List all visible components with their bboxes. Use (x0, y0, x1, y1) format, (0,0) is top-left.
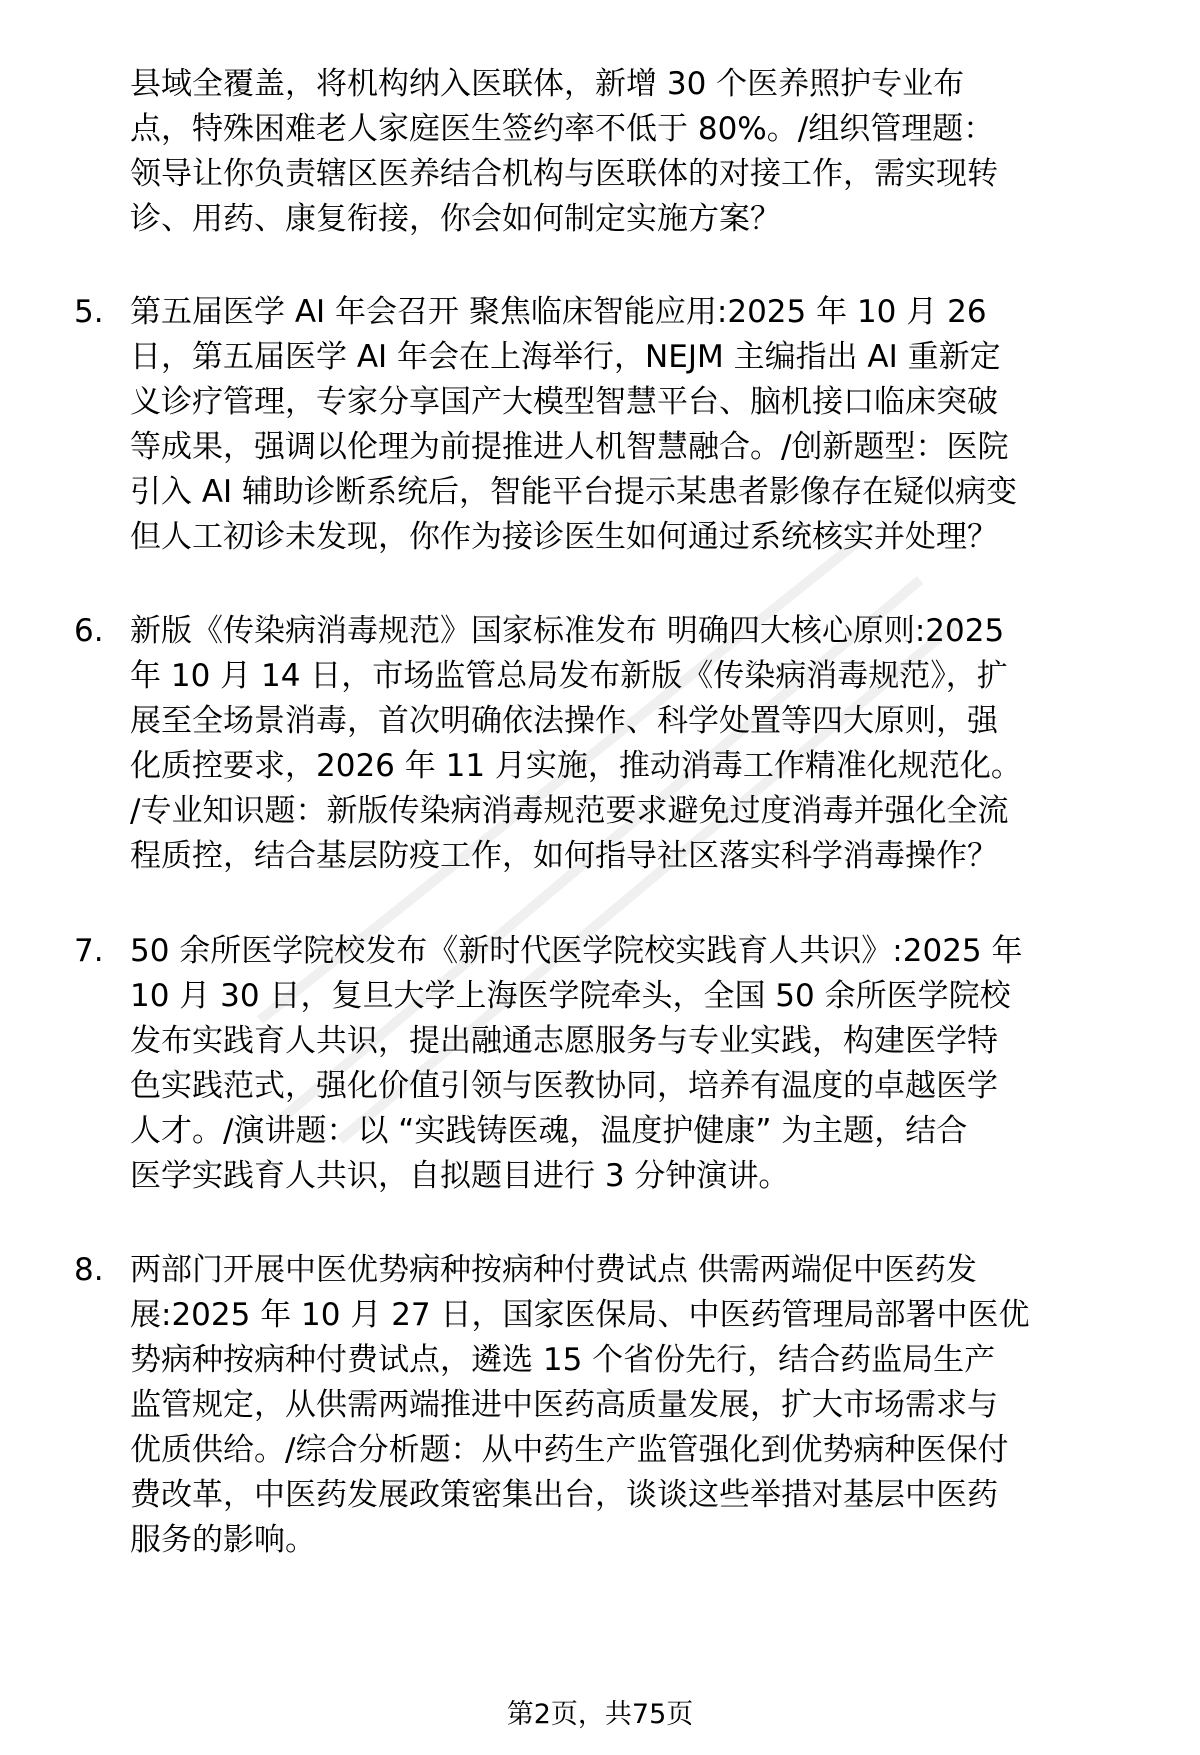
text-line: 发布实践育人共识，提出融通志愿服务与专业实践，构建医学特 (130, 1023, 998, 1059)
text-line: 优质供给。/综合分析题：从中药生产监管强化到优势病种医保付 (130, 1432, 1009, 1468)
text-line: 势病种按病种付费试点，遴选 15 个省份先行，结合药监局生产 (130, 1342, 996, 1378)
text-line: 但人工初诊未发现，你作为接诊医生如何通过系统核实并处理？ (130, 519, 998, 555)
text-line: 两部门开展中医优势病种按病种付费试点 供需两端促中医药发 (130, 1252, 977, 1288)
page-number-footer: 第2页，共75页 (506, 1699, 694, 1730)
text-line: 点，特殊困难老人家庭医生签约率不低于 80%。/组织管理题： (130, 111, 995, 147)
text-line: 日，第五届医学 AI 年会在上海举行，NEJM 主编指出 AI 重新定 (130, 339, 1001, 375)
list-item-number: 6. (74, 613, 104, 649)
text-line: 展至全场景消毒，首次明确依法操作、科学处置等四大原则，强 (130, 703, 998, 739)
list-item-text (130, 62, 1155, 242)
text-line: 等成果，强调以伦理为前提推进人机智慧融合。/创新题型：医院 (130, 429, 1009, 465)
list-item-text (130, 929, 1155, 1199)
text-line: 第五届医学 AI 年会召开 聚焦临床智能应用:2025 年 10 月 26 (130, 294, 987, 330)
text-line: 诊、用药、康复衔接，你会如何制定实施方案？ (130, 201, 781, 237)
list-item-text (130, 609, 1155, 879)
text-line: 程质控，结合基层防疫工作，如何指导社区落实科学消毒操作？ (130, 838, 998, 874)
text-line: 色实践范式，强化价值引领与医教协同，培养有温度的卓越医学 (130, 1068, 998, 1104)
text-line: 服务的影响。 (130, 1522, 316, 1558)
list-item-number: 5. (74, 294, 104, 330)
text-line: 10 月 30 日，复旦大学上海医学院牵头，全国 50 余所医学院校 (130, 978, 1011, 1014)
text-line: 引入 AI 辅助诊断系统后，智能平台提示某患者影像存在疑似病变 (130, 474, 1018, 510)
text-line: 县域全覆盖，将机构纳入医联体，新增 30 个医养照护专业布 (130, 66, 965, 102)
text-line: 人才。/演讲题：以 “实践铸医魂，温度护健康” 为主题，结合 (130, 1113, 968, 1149)
text-line: 展:2025 年 10 月 27 日，国家医保局、中医药管理局部署中医优 (130, 1297, 1030, 1333)
text-line: 医学实践育人共识，自拟题目进行 3 分钟演讲。 (130, 1158, 790, 1194)
text-line: 领导让你负责辖区医养结合机构与医联体的对接工作，需实现转 (130, 156, 998, 192)
text-line: 50 余所医学院校发布《新时代医学院校实践育人共识》:2025 年 (130, 933, 1023, 969)
text-line: 义诊疗管理，专家分享国产大模型智慧平台、脑机接口临床突破 (130, 384, 998, 420)
list-item-text (130, 290, 1155, 560)
text-line: 新版《传染病消毒规范》国家标准发布 明确四大核心原则:2025 (130, 613, 1005, 649)
text-line: 监管规定，从供需两端推进中医药高质量发展，扩大市场需求与 (130, 1387, 998, 1423)
list-item-number: 7. (74, 933, 104, 969)
text-line: 化质控要求，2026 年 11 月实施，推动消毒工作精准化规范化。 (130, 748, 1022, 784)
text-line: 年 10 月 14 日，市场监管总局发布新版《传染病消毒规范》，扩 (130, 658, 1008, 694)
text-line: /专业知识题：新版传染病消毒规范要求避免过度消毒并强化全流 (130, 793, 1009, 829)
list-item-number: 8. (74, 1252, 104, 1288)
list-item-text (130, 1248, 1155, 1563)
text-line: 费改革，中医药发展政策密集出台，谈谈这些举措对基层中医药 (130, 1477, 998, 1513)
